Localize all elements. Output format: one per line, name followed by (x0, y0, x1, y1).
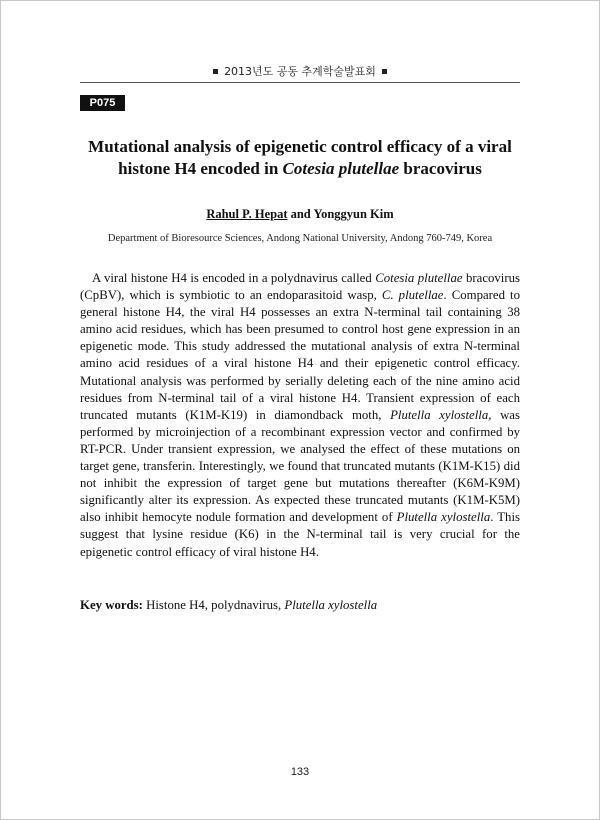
abstract-segment: , was performed by microinjection of a recombinant expression vector and confirmed by RT-PCR. Under transient expression, we analysed the effect of these mutations on target gene, transferin. Interestingly, we found that truncated mutants (K1M-K15) did not inhibit the expression of target gene but mutations thereafter (K6M-K9M) significantly alter its expression. As expected these truncated mutants (K1M-K5M) also inhibit hemocyte nodule formation and development of (80, 407, 520, 525)
keywords-italic: Plutella xylostella (284, 598, 378, 612)
title-line-2-post: bracovirus (399, 159, 482, 178)
square-bullet-icon (382, 69, 387, 74)
conference-header (0, 63, 600, 79)
header-rule (80, 82, 520, 83)
abstract-segment: A viral histone H4 is encoded in a polydnavirus called (92, 271, 376, 285)
author-connector: and (287, 207, 314, 221)
title-line-1: Mutational analysis of epigenetic control efficacy of a viral (88, 137, 512, 156)
abstract-segment-italic: C. plutellae (381, 288, 444, 303)
presenting-author: Rahul P. Hepat (206, 207, 288, 221)
abstract-segment: . Compared to general histone H4, the viral H4 possesses an extra N-terminal tail containing 38 amino acid residues, which has been presumed to control host gene expression in an epigenetic mode. This study addressed the mutational analysis of extra N-terminal amino acid residues of a viral histone H4 and their epigenetic control efficacy. Mutational analysis was performed by serially deleting each of the nine amino acid residues from N-terminal tail of a viral histone H4. Transient expression of each truncated mutants (K1M-K19) in diamondback moth, (80, 288, 521, 422)
affiliation: Department of Bioresource Sciences, Andong National University, Andong 760-749, Korea (107, 233, 493, 244)
abstract-segment: bracovirus (CpBV), which is symbiotic to an endoparasitoid wasp, (80, 271, 520, 303)
square-bullet-icon (213, 69, 218, 74)
paper-code-badge: P075 (80, 95, 125, 111)
conference-header-text: 2013년도 공동 추계학술발표회 (224, 65, 376, 78)
title-line-2-pre: histone H4 encoded in (118, 159, 283, 178)
abstract-segment-italic: Plutella xylostella (396, 510, 491, 525)
abstract-segment-italic: Cotesia plutellae (375, 271, 463, 285)
title-line-2-italic: Cotesia plutellae (282, 159, 400, 178)
authors (80, 207, 520, 222)
page-number: 133 (290, 766, 310, 778)
abstract-segment: . This suggest that lysine residue (K6) in the N-terminal tail is very crucial for the epigenetic control efficacy of viral histone H4. (80, 510, 520, 559)
abstract-segment-italic: Plutella xylostella (390, 407, 489, 422)
keywords-plain: Histone H4, polydnavirus, (142, 598, 285, 612)
second-author: Yonggyun Kim (313, 207, 394, 221)
keywords-label: Key words: (80, 598, 143, 612)
paper-title (80, 136, 520, 180)
abstract (80, 270, 520, 561)
keywords (80, 598, 520, 613)
